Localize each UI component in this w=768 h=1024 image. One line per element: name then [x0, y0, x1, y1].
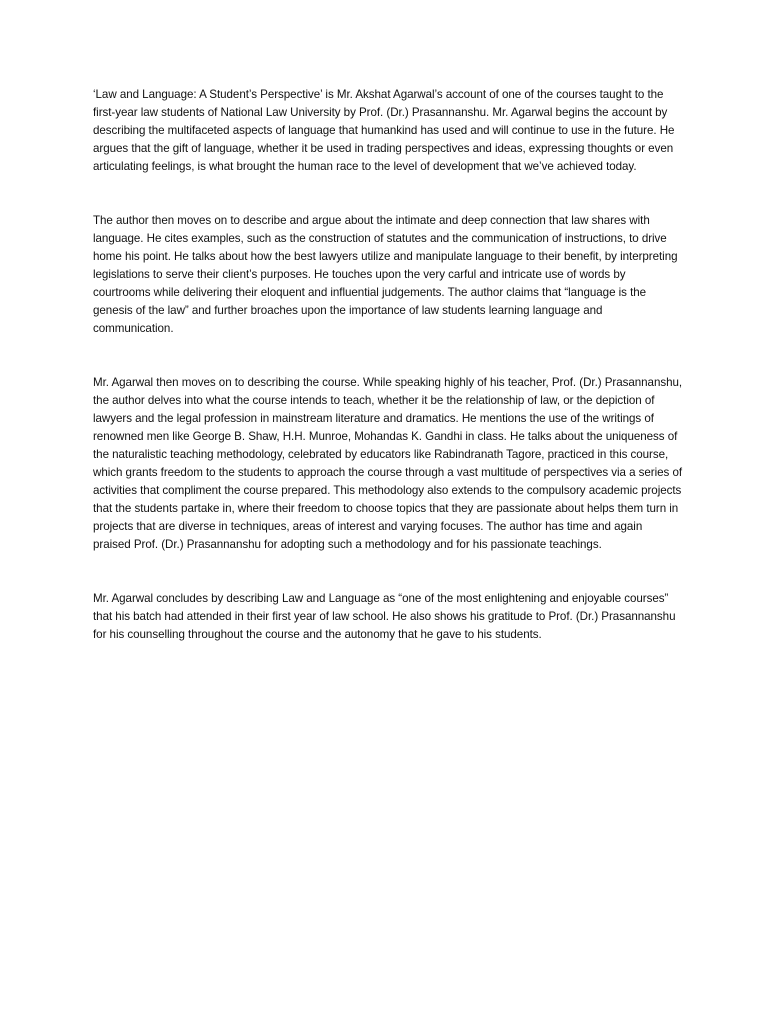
- paragraph-1: ‘Law and Language: A Student’s Perspective’ is Mr. Akshat Agarwal’s account of one of the courses taught to the first-year law students of National Law University by Prof. (Dr.) Prasannanshu. Mr. Agarwal begins the account by describing the multifaceted aspects of language that humankind has used and will continue to use in the future. He argues that the gift of language, whether it be used in trading perspectives and ideas, expressing thoughts or even articulating feelings, is what brought the human race to the level of development that we’ve achieved today.: [93, 88, 675, 173]
- paragraph-4: Mr. Agarwal concludes by describing Law and Language as “one of the most enlightening and enjoyable courses” that his batch had attended in their first year of law school. He also shows his gratitude to Prof. (Dr.) Prasannanshu for his counselling throughout the course and the autonomy that he gave to his students.: [93, 592, 676, 641]
- paragraph-2: The author then moves on to describe and argue about the intimate and deep connection that law shares with language. He cites examples, such as the construction of statutes and the communication of instructions, to drive home his point. He talks about how the best lawyers utilize and manipulate language to their benefit, by interpreting legislations to serve their client’s purposes. He touches upon the very carful and intricate use of words by courtrooms while delivering their eloquent and influential judgements. The author claims that “language is the genesis of the law” and further broaches upon the importance of law students learning language and communication.: [93, 214, 678, 335]
- paragraph-3: Mr. Agarwal then moves on to describing the course. While speaking highly of his teacher, Prof. (Dr.) Prasannanshu, the author delves into what the course intends to teach, whether it be the relationship of law, or the depiction of lawyers and the legal profession in mainstream literature and dramatics. He mentions the use of the writings of renowned men like George B. Shaw, H.H. Munroe, Mohandas K. Gandhi in class. He talks about the uniqueness of the naturalistic teaching methodology, celebrated by educators like Rabindranath Tagore, practiced in this course, which grants freedom to the students to approach the course through a vast multitude of perspectives via a series of activities that compliment the course prepared. This methodology also extends to the compulsory academic projects that the students partake in, where their freedom to choose topics that they are passionate about helps them turn in projects that are diverse in techniques, areas of interest and varying focuses. The author has time and again praised Prof. (Dr.) Prasannanshu for adopting such a methodology and for his passionate teachings.: [93, 376, 683, 551]
- document-body: [93, 86, 683, 680]
